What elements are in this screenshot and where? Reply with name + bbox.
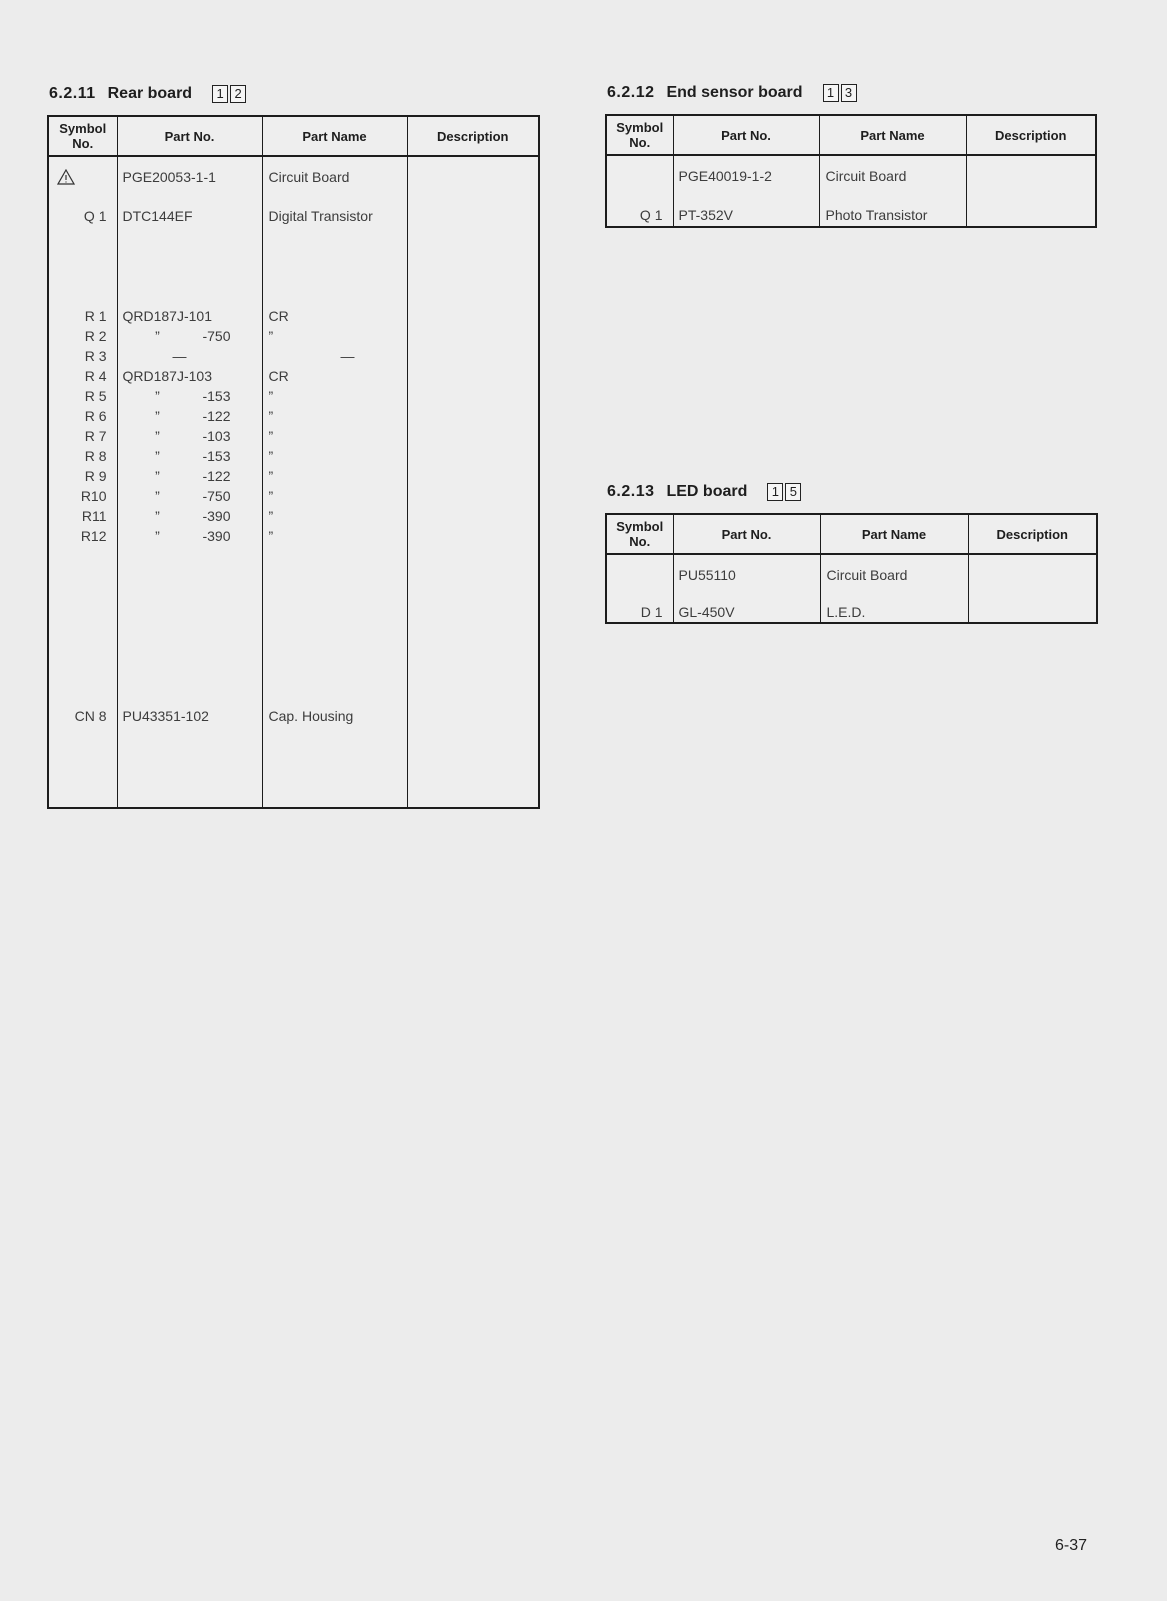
symbol-cell <box>48 668 117 688</box>
part-no-suffix: -750 <box>202 328 231 344</box>
part-no-cell: PGE20053-1-1 <box>117 156 262 188</box>
part-name-cell <box>262 288 407 308</box>
description-header: Description <box>966 115 1096 155</box>
table-spacer-row <box>48 748 539 768</box>
part-no-cell <box>117 588 262 608</box>
symbol-cell <box>48 548 117 568</box>
ditto-mark: ” <box>155 448 160 464</box>
part-no-cell: QRD187J-103 <box>117 368 262 388</box>
part-name-cell: L.E.D. <box>820 604 968 623</box>
symbol-cell <box>48 608 117 628</box>
part-name-header: Part Name <box>819 115 966 155</box>
table-spacer-row <box>48 248 539 268</box>
symbol-cell <box>48 228 117 248</box>
table-spacer-row <box>48 568 539 588</box>
part-no-cell <box>673 585 820 604</box>
part-name-cell <box>262 748 407 768</box>
description-cell <box>407 348 539 368</box>
figure-ref-box: 1 <box>767 483 783 501</box>
part-name-cell: Digital Transistor <box>262 208 407 228</box>
part-no-cell <box>117 248 262 268</box>
part-name-cell: Circuit Board <box>820 554 968 585</box>
part-name-cell <box>262 648 407 668</box>
figure-ref-box: 1 <box>823 84 839 102</box>
ditto-mark: ” <box>155 428 160 444</box>
part-no-cell <box>673 187 819 207</box>
part-no-cell <box>117 268 262 288</box>
symbol-cell: R11 <box>48 508 117 528</box>
table-spacer-row <box>606 187 1096 207</box>
ditto-mark: ” <box>155 488 160 504</box>
led-board-heading <box>607 483 803 501</box>
led-board-parts-table <box>605 513 1098 624</box>
table-row <box>606 155 1096 187</box>
table-row <box>48 348 539 368</box>
part-name-cell: ” <box>262 488 407 508</box>
table-spacer-row <box>48 768 539 788</box>
section-title: LED board <box>666 483 748 500</box>
part-no-cell <box>117 548 262 568</box>
description-cell <box>968 585 1097 604</box>
table-row <box>606 207 1096 227</box>
part-name-cell <box>262 728 407 748</box>
table-spacer-row <box>48 608 539 628</box>
symbol-cell: R 2 <box>48 328 117 348</box>
description-cell <box>407 288 539 308</box>
description-cell <box>407 428 539 448</box>
description-cell <box>407 468 539 488</box>
table-row <box>48 208 539 228</box>
description-cell <box>407 688 539 708</box>
description-cell <box>407 708 539 728</box>
part-no-cell <box>117 668 262 688</box>
symbol-cell: R 8 <box>48 448 117 468</box>
part-no-cell <box>117 388 262 408</box>
part-name-cell: ” <box>262 408 407 428</box>
table-row <box>48 488 539 508</box>
table-spacer-row <box>606 585 1097 604</box>
section-title: End sensor board <box>666 84 803 101</box>
part-no-cell: DTC144EF <box>117 208 262 228</box>
table-row <box>48 528 539 548</box>
part-name-cell <box>262 668 407 688</box>
part-name-cell <box>262 788 407 808</box>
table-row <box>48 428 539 448</box>
part-name-cell: Circuit Board <box>819 155 966 187</box>
part-name-cell <box>262 188 407 208</box>
description-cell <box>407 448 539 468</box>
figure-ref-box: 3 <box>841 84 857 102</box>
table-row <box>48 388 539 408</box>
description-cell <box>407 588 539 608</box>
part-name-cell <box>262 348 407 368</box>
part-name-cell: CR <box>262 308 407 328</box>
description-cell <box>407 368 539 388</box>
rear-board-heading <box>49 85 248 103</box>
table-spacer-row <box>48 548 539 568</box>
description-cell <box>407 328 539 348</box>
part-no-suffix: -103 <box>202 428 231 444</box>
symbol-cell: R10 <box>48 488 117 508</box>
table-spacer-row <box>48 688 539 708</box>
table-row <box>48 468 539 488</box>
description-cell <box>407 768 539 788</box>
figure-ref-box: 1 <box>212 85 228 103</box>
description-cell <box>407 268 539 288</box>
symbol-cell: D 1 <box>606 604 673 623</box>
section-number: 6.2.11 <box>49 85 96 102</box>
ditto-mark: ” <box>155 508 160 524</box>
part-no-suffix: -390 <box>202 508 231 524</box>
description-cell <box>407 548 539 568</box>
part-name-cell: CR <box>262 368 407 388</box>
part-name-cell <box>262 608 407 628</box>
symbol-cell <box>48 768 117 788</box>
description-cell <box>407 188 539 208</box>
part-no-cell <box>117 748 262 768</box>
symbol-cell <box>48 268 117 288</box>
ditto-mark: ” <box>155 468 160 484</box>
part-no-cell <box>117 768 262 788</box>
part-no-suffix: -153 <box>202 448 231 464</box>
warning-triangle-icon <box>57 169 75 185</box>
part-no-cell: PU43351-102 <box>117 708 262 728</box>
part-name-cell: ” <box>262 468 407 488</box>
ditto-mark: ” <box>155 388 160 404</box>
part-no-cell: PU55110 <box>673 554 820 585</box>
description-cell <box>966 155 1096 187</box>
description-cell <box>407 408 539 428</box>
table-header-row <box>606 115 1096 155</box>
description-cell <box>407 788 539 808</box>
table-spacer-row <box>48 188 539 208</box>
description-cell <box>966 207 1096 227</box>
table-row <box>48 308 539 328</box>
part-name-cell <box>262 688 407 708</box>
symbol-cell <box>48 748 117 768</box>
part-name-cell <box>262 768 407 788</box>
table-spacer-row <box>48 288 539 308</box>
symbol-cell <box>48 628 117 648</box>
part-no-cell <box>117 188 262 208</box>
description-cell <box>407 308 539 328</box>
ditto-mark: ” <box>155 528 160 544</box>
part-no-cell <box>117 628 262 648</box>
table-row <box>48 448 539 468</box>
table-row <box>606 604 1097 623</box>
table-row <box>48 156 539 188</box>
description-cell <box>407 508 539 528</box>
rear-board-parts-table <box>47 115 540 809</box>
symbol-cell: Q 1 <box>606 207 673 227</box>
part-name-header: Part Name <box>262 116 407 156</box>
ditto-mark: ” <box>155 328 160 344</box>
description-cell <box>407 628 539 648</box>
section-title: Rear board <box>107 85 193 102</box>
ditto-mark: ” <box>155 408 160 424</box>
table-spacer-row <box>48 268 539 288</box>
symbol-cell <box>606 585 673 604</box>
table-row <box>48 708 539 728</box>
symbol-cell: R 9 <box>48 468 117 488</box>
part-no-cell <box>117 528 262 548</box>
symbol-cell <box>606 155 673 187</box>
part-no-cell <box>117 428 262 448</box>
part-name-cell <box>262 228 407 248</box>
description-cell <box>407 156 539 188</box>
symbol-cell: R 3 <box>48 348 117 368</box>
description-cell <box>407 728 539 748</box>
part-no-cell <box>117 468 262 488</box>
part-name-cell <box>262 588 407 608</box>
table-row <box>48 408 539 428</box>
part-no-cell <box>117 408 262 428</box>
symbol-cell: R 7 <box>48 428 117 448</box>
symbol-cell <box>48 728 117 748</box>
symbol-no-header: Symbol No. <box>48 116 117 156</box>
part-no-cell <box>117 328 262 348</box>
description-cell <box>407 388 539 408</box>
description-header: Description <box>407 116 539 156</box>
part-name-cell <box>262 548 407 568</box>
part-name-cell <box>820 585 968 604</box>
part-no-header: Part No. <box>117 116 262 156</box>
part-name-header: Part Name <box>820 514 968 554</box>
part-name-cell: Circuit Board <box>262 156 407 188</box>
part-no-cell: GL-450V <box>673 604 820 623</box>
part-no-cell <box>117 688 262 708</box>
part-name-cell: ” <box>262 388 407 408</box>
table-row <box>48 328 539 348</box>
description-cell <box>407 248 539 268</box>
symbol-cell <box>48 248 117 268</box>
symbol-cell <box>606 554 673 585</box>
part-name-cell: ” <box>262 448 407 468</box>
figure-ref <box>767 483 803 501</box>
figure-ref <box>823 84 859 102</box>
part-no-cell <box>117 728 262 748</box>
table-spacer-row <box>48 228 539 248</box>
part-name-cell: Cap. Housing <box>262 708 407 728</box>
figure-ref-box: 5 <box>785 483 801 501</box>
part-no-cell <box>117 788 262 808</box>
description-cell <box>407 488 539 508</box>
part-no-header: Part No. <box>673 115 819 155</box>
symbol-cell: R 4 <box>48 368 117 388</box>
symbol-cell <box>48 648 117 668</box>
description-cell <box>407 528 539 548</box>
symbol-cell: Q 1 <box>48 208 117 228</box>
section-number: 6.2.13 <box>607 483 655 500</box>
table-header-row <box>606 514 1097 554</box>
part-no-cell <box>117 508 262 528</box>
table-spacer-row <box>48 728 539 748</box>
dash-mark: — <box>172 348 187 364</box>
part-name-cell <box>262 628 407 648</box>
table-spacer-row <box>48 668 539 688</box>
table-row <box>48 508 539 528</box>
description-cell <box>407 608 539 628</box>
symbol-cell: R 6 <box>48 408 117 428</box>
part-name-cell <box>262 568 407 588</box>
symbol-cell: R12 <box>48 528 117 548</box>
symbol-cell: R 5 <box>48 388 117 408</box>
description-cell <box>407 748 539 768</box>
description-cell <box>407 208 539 228</box>
symbol-cell <box>48 188 117 208</box>
description-cell <box>966 187 1096 207</box>
part-no-cell: PGE40019-1-2 <box>673 155 819 187</box>
table-spacer-row <box>48 788 539 808</box>
description-cell <box>968 554 1097 585</box>
symbol-cell <box>48 568 117 588</box>
part-no-cell <box>117 608 262 628</box>
table-header-row <box>48 116 539 156</box>
description-cell <box>407 648 539 668</box>
part-no-cell: PT-352V <box>673 207 819 227</box>
page-number: 6-37 <box>1055 1537 1088 1554</box>
symbol-cell <box>48 156 117 188</box>
part-no-suffix: -750 <box>202 488 231 504</box>
symbol-no-header: Symbol No. <box>606 514 673 554</box>
description-cell <box>407 568 539 588</box>
symbol-cell <box>48 788 117 808</box>
dash-mark: — <box>340 348 355 364</box>
part-name-cell <box>819 187 966 207</box>
table-spacer-row <box>48 628 539 648</box>
table-row <box>48 368 539 388</box>
part-no-suffix: -153 <box>202 388 231 404</box>
symbol-cell <box>48 688 117 708</box>
part-no-suffix: -122 <box>202 408 231 424</box>
part-no-cell <box>117 568 262 588</box>
part-no-cell <box>117 488 262 508</box>
symbol-cell <box>48 588 117 608</box>
part-name-cell: Photo Transistor <box>819 207 966 227</box>
part-name-cell <box>262 248 407 268</box>
part-no-cell <box>117 348 262 368</box>
part-name-cell: ” <box>262 508 407 528</box>
part-no-cell <box>117 448 262 468</box>
description-cell <box>968 604 1097 623</box>
end-sensor-board-parts-table <box>605 114 1097 228</box>
part-no-header: Part No. <box>673 514 820 554</box>
part-no-suffix: -122 <box>202 468 231 484</box>
table-row <box>606 554 1097 585</box>
part-name-cell <box>262 268 407 288</box>
section-number: 6.2.12 <box>607 84 655 101</box>
part-name-cell: ” <box>262 328 407 348</box>
part-no-cell <box>117 228 262 248</box>
figure-ref <box>212 85 248 103</box>
description-cell <box>407 668 539 688</box>
symbol-no-header: Symbol No. <box>606 115 673 155</box>
table-spacer-row <box>48 588 539 608</box>
symbol-cell <box>48 288 117 308</box>
symbol-cell: CN 8 <box>48 708 117 728</box>
part-name-cell: ” <box>262 528 407 548</box>
symbol-cell: R 1 <box>48 308 117 328</box>
part-no-suffix: -390 <box>202 528 231 544</box>
table-spacer-row <box>48 648 539 668</box>
description-cell <box>407 228 539 248</box>
part-no-cell <box>117 648 262 668</box>
figure-ref-box: 2 <box>230 85 246 103</box>
symbol-cell <box>606 187 673 207</box>
part-no-cell: QRD187J-101 <box>117 308 262 328</box>
part-name-cell: ” <box>262 428 407 448</box>
description-header: Description <box>968 514 1097 554</box>
end-sensor-board-heading <box>607 84 859 102</box>
part-no-cell <box>117 288 262 308</box>
